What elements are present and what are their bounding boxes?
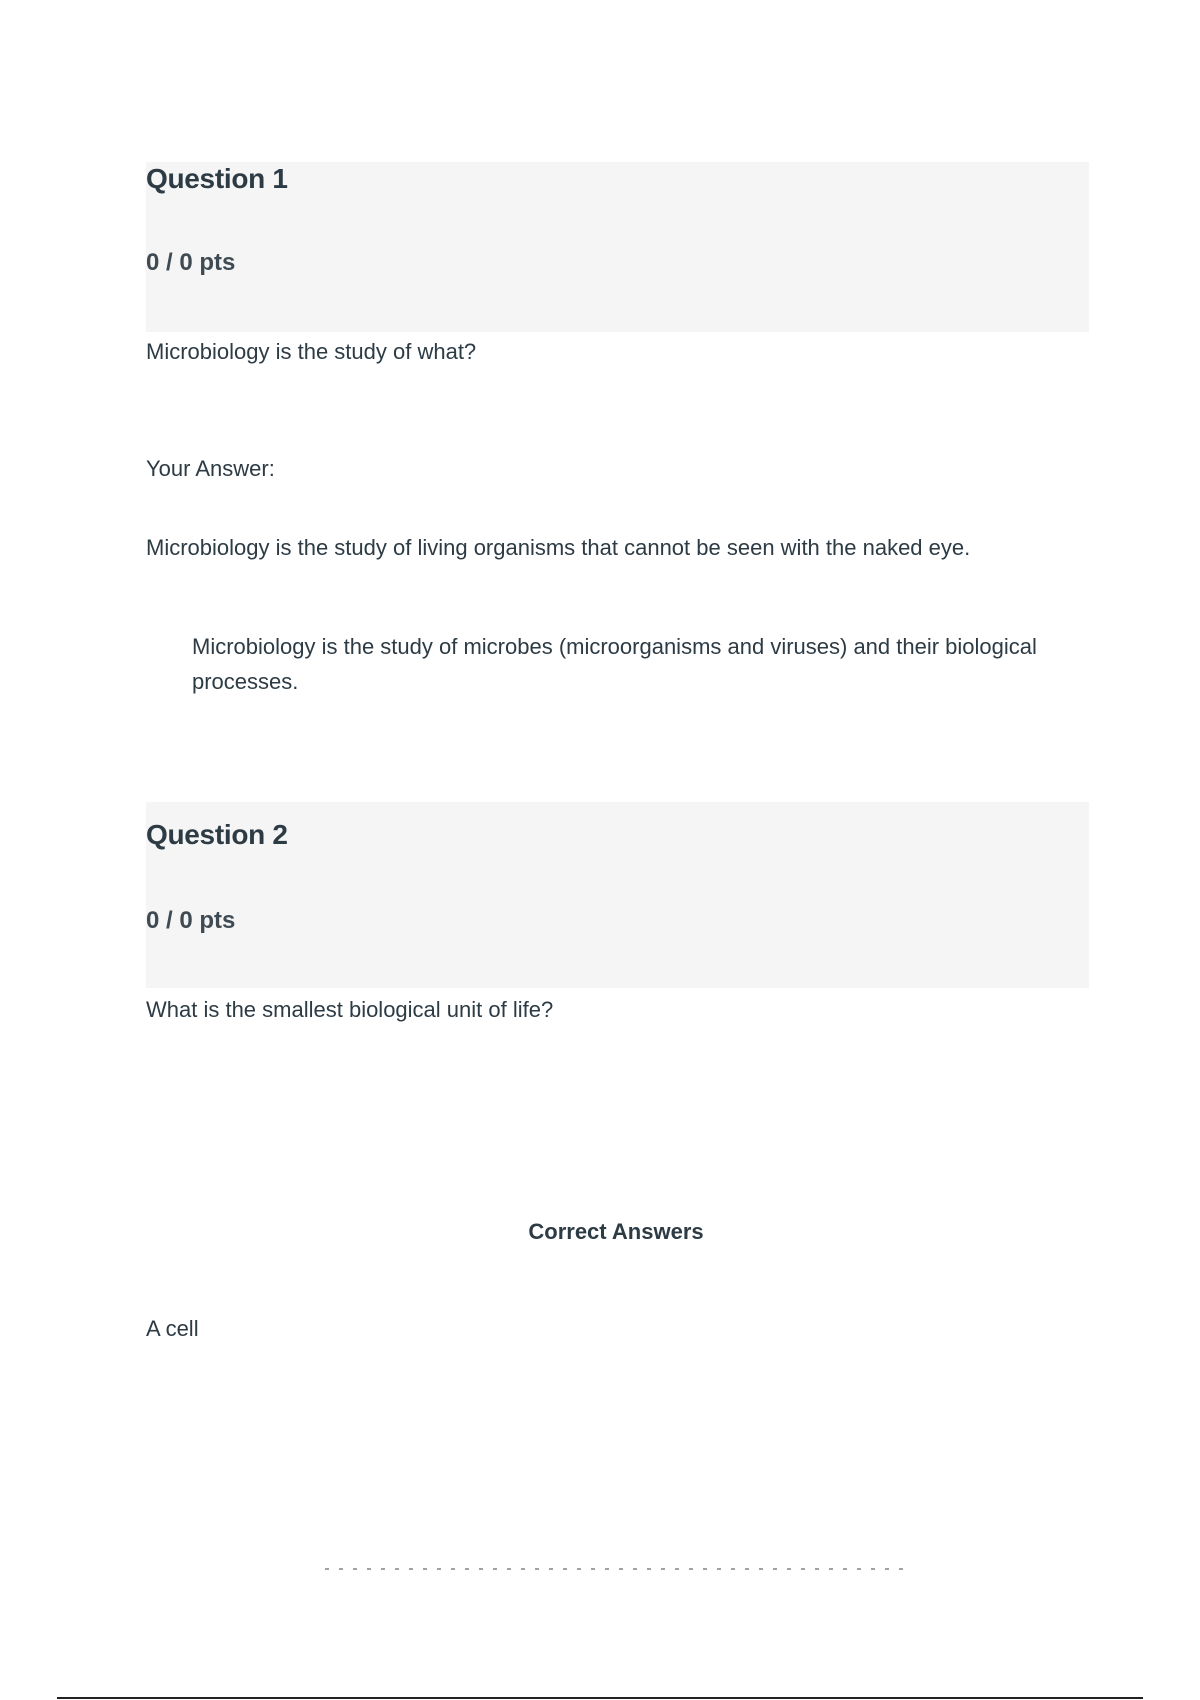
question-1-answer: Microbiology is the study of living organisms that cannot be seen with the naked eye. (146, 535, 971, 560)
question-1-prompt: Microbiology is the study of what? (146, 339, 477, 364)
question-2-prompt: What is the smallest biological unit of life? (146, 997, 554, 1022)
question-1-title: Question 1 (146, 163, 288, 194)
question-2-correct-answer: A cell (146, 1316, 199, 1341)
question-2-points: 0 / 0 pts (146, 907, 236, 934)
cut-off-text-line (325, 1568, 910, 1570)
correct-answers-label: Correct Answers (528, 1219, 704, 1244)
question-1-points: 0 / 0 pts (146, 249, 236, 276)
footer-rule (57, 1697, 1143, 1699)
question-1-comment: Microbiology is the study of microbes (microorganisms and viruses) and their biological processes. (192, 634, 1037, 694)
your-answer-label: Your Answer: (146, 456, 275, 481)
question-2-title: Question 2 (146, 819, 288, 850)
